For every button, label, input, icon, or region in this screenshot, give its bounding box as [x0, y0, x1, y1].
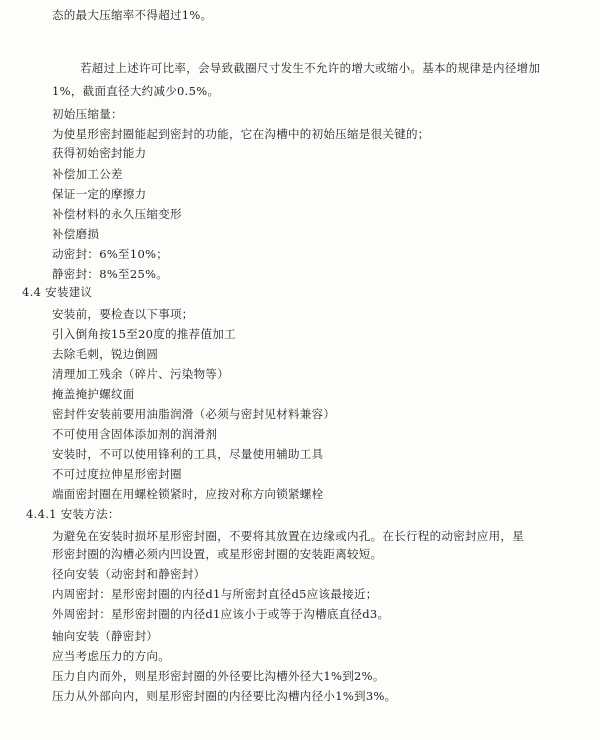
list-item: 不可过度拉伸星形密封圈: [52, 467, 182, 481]
text-line: 若超过上述许可比率，会导致截圈尺寸发生不允许的增大或缩小。基本的规律是内径增加: [80, 61, 541, 75]
list-item: 补偿磨损: [52, 227, 100, 241]
list-item: 掩盖掩护螺纹面: [52, 387, 135, 401]
text-line: 态的最大压缩率不得超过1%。: [52, 8, 213, 22]
list-item: 补偿加工公差: [52, 167, 123, 181]
text-line: 为避免在安装时损坏星形密封圈，不要将其放置在边缘或内孔。在长行程的动密封应用，星: [52, 529, 524, 543]
list-item: 清理加工残余（碎片、污染物等）: [52, 367, 229, 381]
text-line: 安装前，要检查以下事项；: [52, 307, 194, 321]
list-item: 应当考虑压力的方向。: [52, 649, 170, 663]
text-line: 为使星形密封圈能起到密封的功能，它在沟槽中的初始压缩是很关键的；: [52, 127, 430, 141]
text-line: 形密封圈的沟槽必须内凹设置，或星形密封圈的安装距离较短。: [52, 547, 383, 561]
list-item: 静密封：8%至25%。: [52, 267, 169, 281]
list-item: 不可使用含固体添加剂的润滑剂: [52, 427, 218, 441]
section-heading: 4.4 安装建议: [22, 285, 93, 299]
list-item: 密封件安装前要用油脂润滑（必须与密封见材料兼容）: [52, 407, 336, 421]
list-item: 安装时，不可以使用锋利的工具，尽量使用辅助工具: [52, 447, 324, 461]
list-item: 外周密封：星形密封圈的内径d1应该小于或等于沟槽底直径d3。: [52, 607, 390, 621]
list-item: 压力自内而外，则星形密封圈的外径要比沟槽外径大1%到2%。: [52, 669, 385, 683]
list-item: 引入倒角按15至20度的推荐值加工: [52, 327, 236, 341]
text-line: 1%，截面直径大约减少0.5%。: [52, 84, 220, 98]
list-item: 轴向安装（静密封）: [52, 629, 159, 643]
list-item: 压力从外部向内，则星形密封圈的内径要比沟槽内径小1%到3%。: [52, 689, 397, 703]
list-item: 去除毛刺，锐边倒圆: [52, 347, 159, 361]
list-item: 动密封：6%至10%；: [52, 247, 169, 261]
list-item: 径向安装（动密封和静密封）: [52, 567, 206, 581]
list-item: 获得初始密封能力: [52, 146, 147, 160]
list-item: 补偿材料的永久压缩变形: [52, 207, 182, 221]
subsection-heading: 4.4.1 安装方法：: [26, 507, 120, 521]
list-item: 保证一定的摩擦力: [52, 187, 147, 201]
section-label: 初始压缩量：: [52, 107, 123, 121]
list-item: 内周密封：星形密封圈的内径d1与所密封直径d5应该最接近；: [52, 587, 378, 601]
list-item: 端面密封圈在用螺栓锁紧时，应按对称方向锁紧螺栓: [52, 487, 324, 501]
